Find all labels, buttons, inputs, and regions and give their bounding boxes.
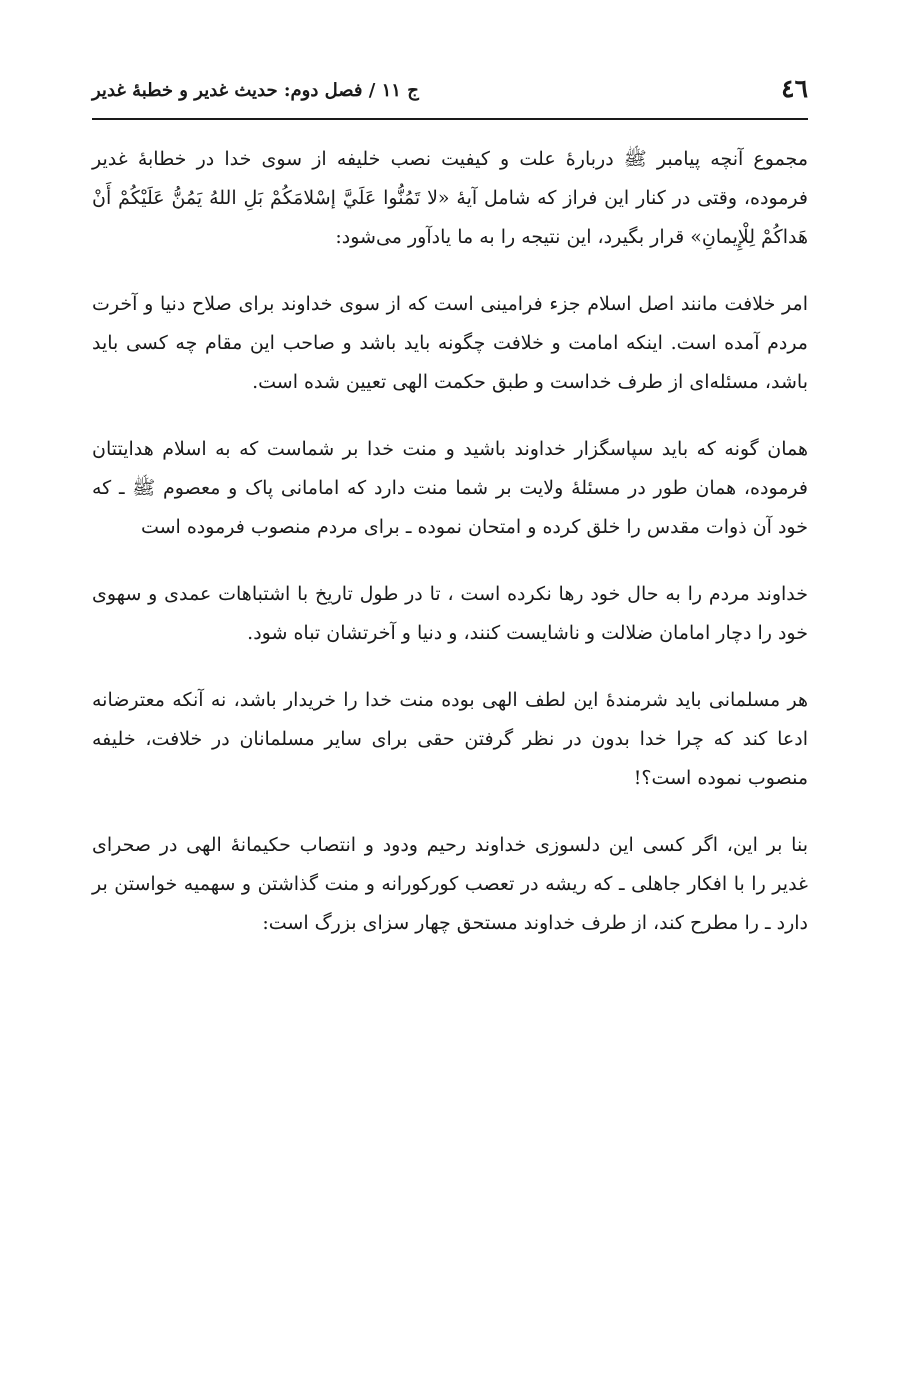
page-header: [92, 74, 808, 116]
body-text: [92, 140, 808, 971]
paragraph-4: خداوند مردم را به حال خود رها نکرده است ، تا در طول تاریخ با اشتباهات عمدی و سهوی خود را دچار امامان ضلالت و ناشایست کنند، و دنیا و آخرتشان تباه شود.: [92, 583, 808, 644]
paragraph-1: مجموع آنچه پیامبر ﷺ دربارهٔ علت و کیفیت نصب خلیفه از سوی خدا در خطابهٔ غدیر فرموده، وقتی در کنار این فراز که شامل آیهٔ «لا تَمُنُّوا عَلَيَّ إسْلامَكُمْ بَلِ اللهُ يَمُنُّ عَلَيْكُمْ أَنْ هَداكُمْ لِلْإِيمانِ» قرار بگیرد، این نتیجه را به ما یادآور می‌شود:: [92, 148, 808, 248]
paragraph-3: همان گونه که باید سپاسگزار خداوند باشید و منت خدا بر شماست که به اسلام هدایتتان فرموده، همان طور در مسئلهٔ ولایت بر شما منت دارد که امامانی پاک و معصوم ﷺ ـ که خود آن ذوات مقدس را خلق کرده و امتحان نموده ـ برای مردم منصوب فرموده است: [92, 438, 808, 538]
paragraph-6: بنا بر این، اگر کسی این دلسوزی خداوند رحیم ودود و انتصاب حکیمانهٔ الهی در صحرای غدیر را با افکار جاهلی ـ که ریشه در تعصب کورکورانه و منت گذاشتن و سهمیه خواستن بر دارد ـ را مطرح کند، از طرف خداوند مستحق چهار سزای بزرگ است:: [92, 834, 808, 934]
paragraph-5: هر مسلمانی باید شرمندهٔ این لطف الهی بوده منت خدا را خریدار باشد، نه آنکه معترضانه ادعا کند که چرا خدا بدون در نظر گرفتن حقی برای سایر مسلمانان در خلافت، خلیفه منصوب نموده است؟!: [92, 689, 808, 789]
running-head: ج ۱۱ / فصل دوم: حدیث غدیر و خطبهٔ غدیر: [92, 80, 419, 101]
page-number: ٤٦: [781, 74, 808, 103]
paragraph-2: امر خلافت مانند اصل اسلام جزء فرامینی است که از سوی خداوند برای صلاح دنیا و آخرت مردم آمده است. اینکه امامت و خلافت چگونه باید باشد و صاحب این مقام چه کسی باید باشد، مسئله‌ای از طرف خداست و طبق حکمت الهی تعیین شده است.: [92, 293, 808, 393]
header-rule: [92, 118, 808, 120]
